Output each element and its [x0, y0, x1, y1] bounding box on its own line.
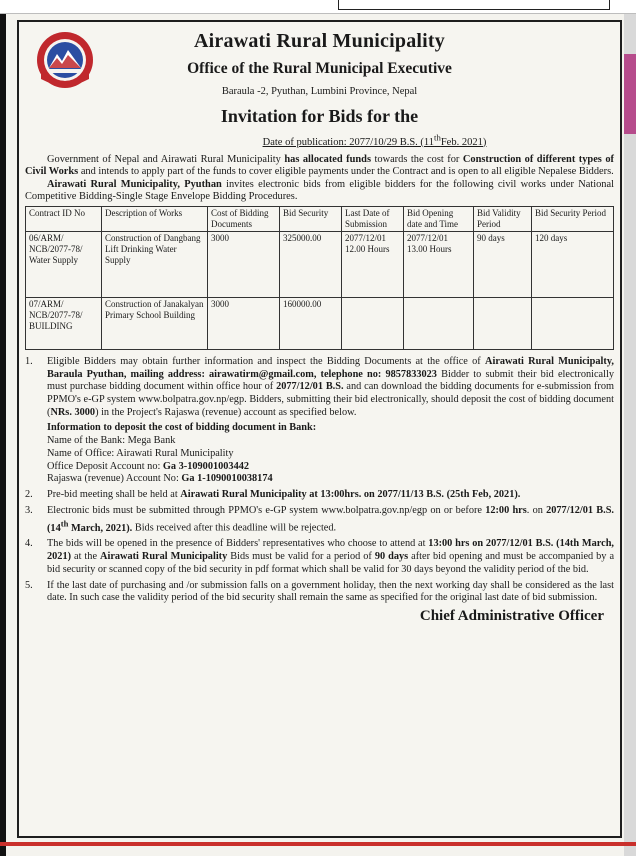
bottom-rule	[0, 842, 636, 846]
adjacent-ad-color	[624, 54, 636, 134]
newspaper-top-strip	[0, 0, 636, 14]
intro-paragraph: Government of Nepal and Airawati Rural Municipality has allocated funds towards the cost for Construction of different types of Civil Works and intends to apply part of the funds to cover eligible payments under the Contract and is open to all eligible Nepalese Bidders.	[25, 153, 614, 178]
list-item: 3. Electronic bids must be submitted through PPMO's e-GP system www.bolpatra.gov.np/egp on or before 12:00 hrs. on 2077/12/01 B.S. (14th March, 2021). Bids received after this deadline will be rejected.	[25, 504, 614, 534]
table-cell: 90 days	[474, 231, 532, 297]
publication-date: Date of publication: 2077/10/29 B.S. (11thFeb. 2021)	[262, 132, 487, 148]
column-header: Bid Security	[280, 206, 342, 231]
office-address: Baraula -2, Pyuthan, Lumbini Province, Nepal	[221, 86, 418, 97]
notice-title: Airawati Rural Municipality	[194, 30, 445, 52]
notice-header	[25, 22, 614, 134]
left-page-edge	[0, 14, 6, 856]
table-cell	[404, 297, 474, 349]
table-cell	[532, 297, 614, 349]
table-cell: 3000	[208, 297, 280, 349]
table-cell: 325000.00	[280, 231, 342, 297]
bid-table	[25, 206, 614, 350]
column-header: Contract ID No	[26, 206, 102, 231]
table-cell: 06/ARM/ NCB/2077-78/ Water Supply	[26, 231, 102, 297]
column-header: Bid Validity Period	[474, 206, 532, 231]
list-item: 2. Pre-bid meeting shall be held at Airawati Rural Municipality at 13:00hrs. on 2077/11/13 B.S. (25th Feb, 2021).	[25, 488, 521, 500]
column-header: Last Date of Submission	[342, 206, 404, 231]
table-cell: Construction of Dangbang Lift Drinking Water Supply	[102, 231, 208, 297]
list-item: 1. Eligible Bidders may obtain further information and inspect the Bidding Documents at the office of Airawati Rural Municipalty, Baraula Pyuthan, mailing address: airawatirm@gmail.com, telephone no: 9857833023 Bidder to submit their bid electronically must purchase bidding document within office hour of 2077/12/01 B.S. and can download the bidding documents for e-submission from PPMO's e-GP system www.bolpatra.gov.np/egp. Bidders, submitting their bid electronically, should deposit the cost of bidding document (NRs. 3000) in the Project's Rajaswa (revenue) account as specified below.	[25, 355, 614, 418]
invitation-paragraph: Airawati Rural Municipality, Pyuthan invites electronic bids from eligible bidders for the following civil works under National Competitive Bidding-Single Stage Envelope Bidding Procedures.	[25, 178, 614, 203]
list-item: 4. The bids will be opened in the presence of Bidders' representatives who choose to attend at 13:00 hrs on 2077/12/01 B.S. (14th March, 2021) at the Airawati Rural Municipality Bids must be valid for a period of 90 days after bid opening and must be accompanied by a bid security or scanned copy of the bid security in pdf format which shall be valid for 30 days beyond the validity period of the bid.	[25, 538, 615, 575]
table-cell: 2077/12/01 12.00 Hours	[342, 231, 404, 297]
table-cell: 3000	[208, 231, 280, 297]
notice-heading: Invitation for Bids for the	[220, 106, 419, 126]
table-header-row	[26, 206, 614, 231]
column-header: Bid Opening date and Time	[404, 206, 474, 231]
column-header: Bid Security Period	[532, 206, 614, 231]
table-cell	[342, 297, 404, 349]
table-cell: 07/ARM/ NCB/2077-78/ BUILDING	[26, 297, 102, 349]
right-page-edge	[624, 14, 636, 856]
table-cell: 160000.00	[280, 297, 342, 349]
table-row	[26, 297, 614, 349]
table-cell	[474, 297, 532, 349]
signatory: Chief Administrative Officer	[419, 607, 604, 624]
column-header: Cost of Bidding Documents	[208, 206, 280, 231]
table-cell: 2077/12/01 13.00 Hours	[404, 231, 474, 297]
table-row	[26, 231, 614, 297]
table-cell: 120 days	[532, 231, 614, 297]
bid-notice	[17, 20, 622, 838]
bank-details: Information to deposit the cost of bidding document in Bank: Name of the Bank: Mega Bank Name of Office: Airawati Rural Municipality Office Deposit Account no: Ga 3-109001003442 Rajaswa (revenue) Account No: Ga 1-1090010038174	[47, 422, 317, 485]
table-cell: Construction of Janakalyan Primary School Building	[102, 297, 208, 349]
adjacent-ad-fragment	[338, 0, 610, 10]
column-header: Description of Works	[102, 206, 208, 231]
list-item: 5. If the last date of purchasing and /or submission falls on a government holiday, then the next working day shall be considered as the last date. In such case the validity period of the bid security shall remain the same as specified for the original last date of bid submission.	[25, 579, 614, 604]
office-name: Office of the Rural Municipal Executive	[187, 60, 452, 77]
notice-items	[25, 356, 614, 605]
